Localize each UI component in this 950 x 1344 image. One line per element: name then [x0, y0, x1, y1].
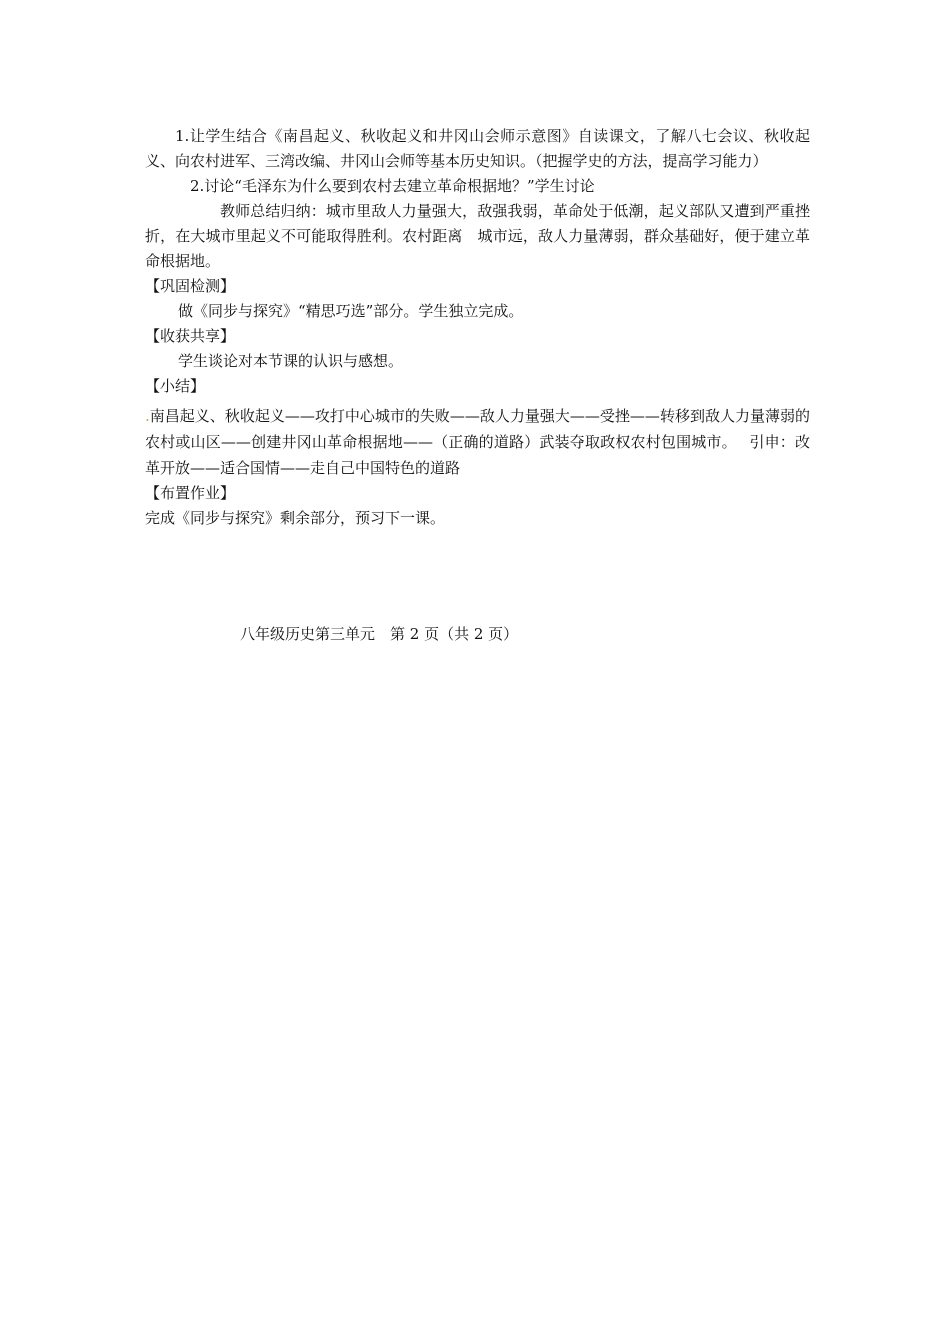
step-2-paragraph: 2.讨论“毛泽东为什么要到农村去建立革命根据地？”学生讨论 [190, 177, 595, 195]
teacher-summary-paragraph: 教师总结归纳：城市里敌人力量强大，敌强我弱，革命处于低潮，起义部队又遭到严重挫折，在大城市里起义不可能取得胜利。农村距离 城市远，敌人力量薄弱，群众基础好，便于建立革命根据地。 [145, 202, 810, 270]
sharing-text: 学生谈论对本节课的认识与感想。 [178, 352, 404, 370]
summary-heading: 【小结】 [145, 377, 206, 395]
page-footer: 八年级历史第三单元 第 2 页（共 2 页） [240, 625, 519, 643]
homework-text: 完成《同步与探究》剩余部分，预习下一课。 [145, 509, 446, 527]
consolidation-text: 做《同步与探究》“精思巧选”部分。学生独立完成。 [178, 302, 524, 320]
lesson-content [145, 124, 810, 531]
homework-heading: 【布置作业】 [145, 484, 236, 502]
summary-marker: . [145, 407, 150, 425]
sharing-heading: 【收获共享】 [145, 327, 236, 345]
consolidation-heading: 【巩固检测】 [145, 277, 236, 295]
summary-text [145, 403, 810, 481]
summary-body: 南昌起义、秋收起义——攻打中心城市的失败——敌人力量强大——受挫——转移到敌人力量薄弱的农村或山区——创建井冈山革命根据地——（正确的道路）武装夺取政权农村包围城市。 引申：改革开放——适合国情——走自己中国特色的道路 [145, 407, 810, 477]
step-1-paragraph: 1.让学生结合《南昌起义、秋收起义和井冈山会师示意图》自读课文，了解八七会议、秋收起义、向农村进军、三湾改编、井冈山会师等基本历史知识。（把握学史的方法，提高学习能力） [145, 127, 810, 170]
